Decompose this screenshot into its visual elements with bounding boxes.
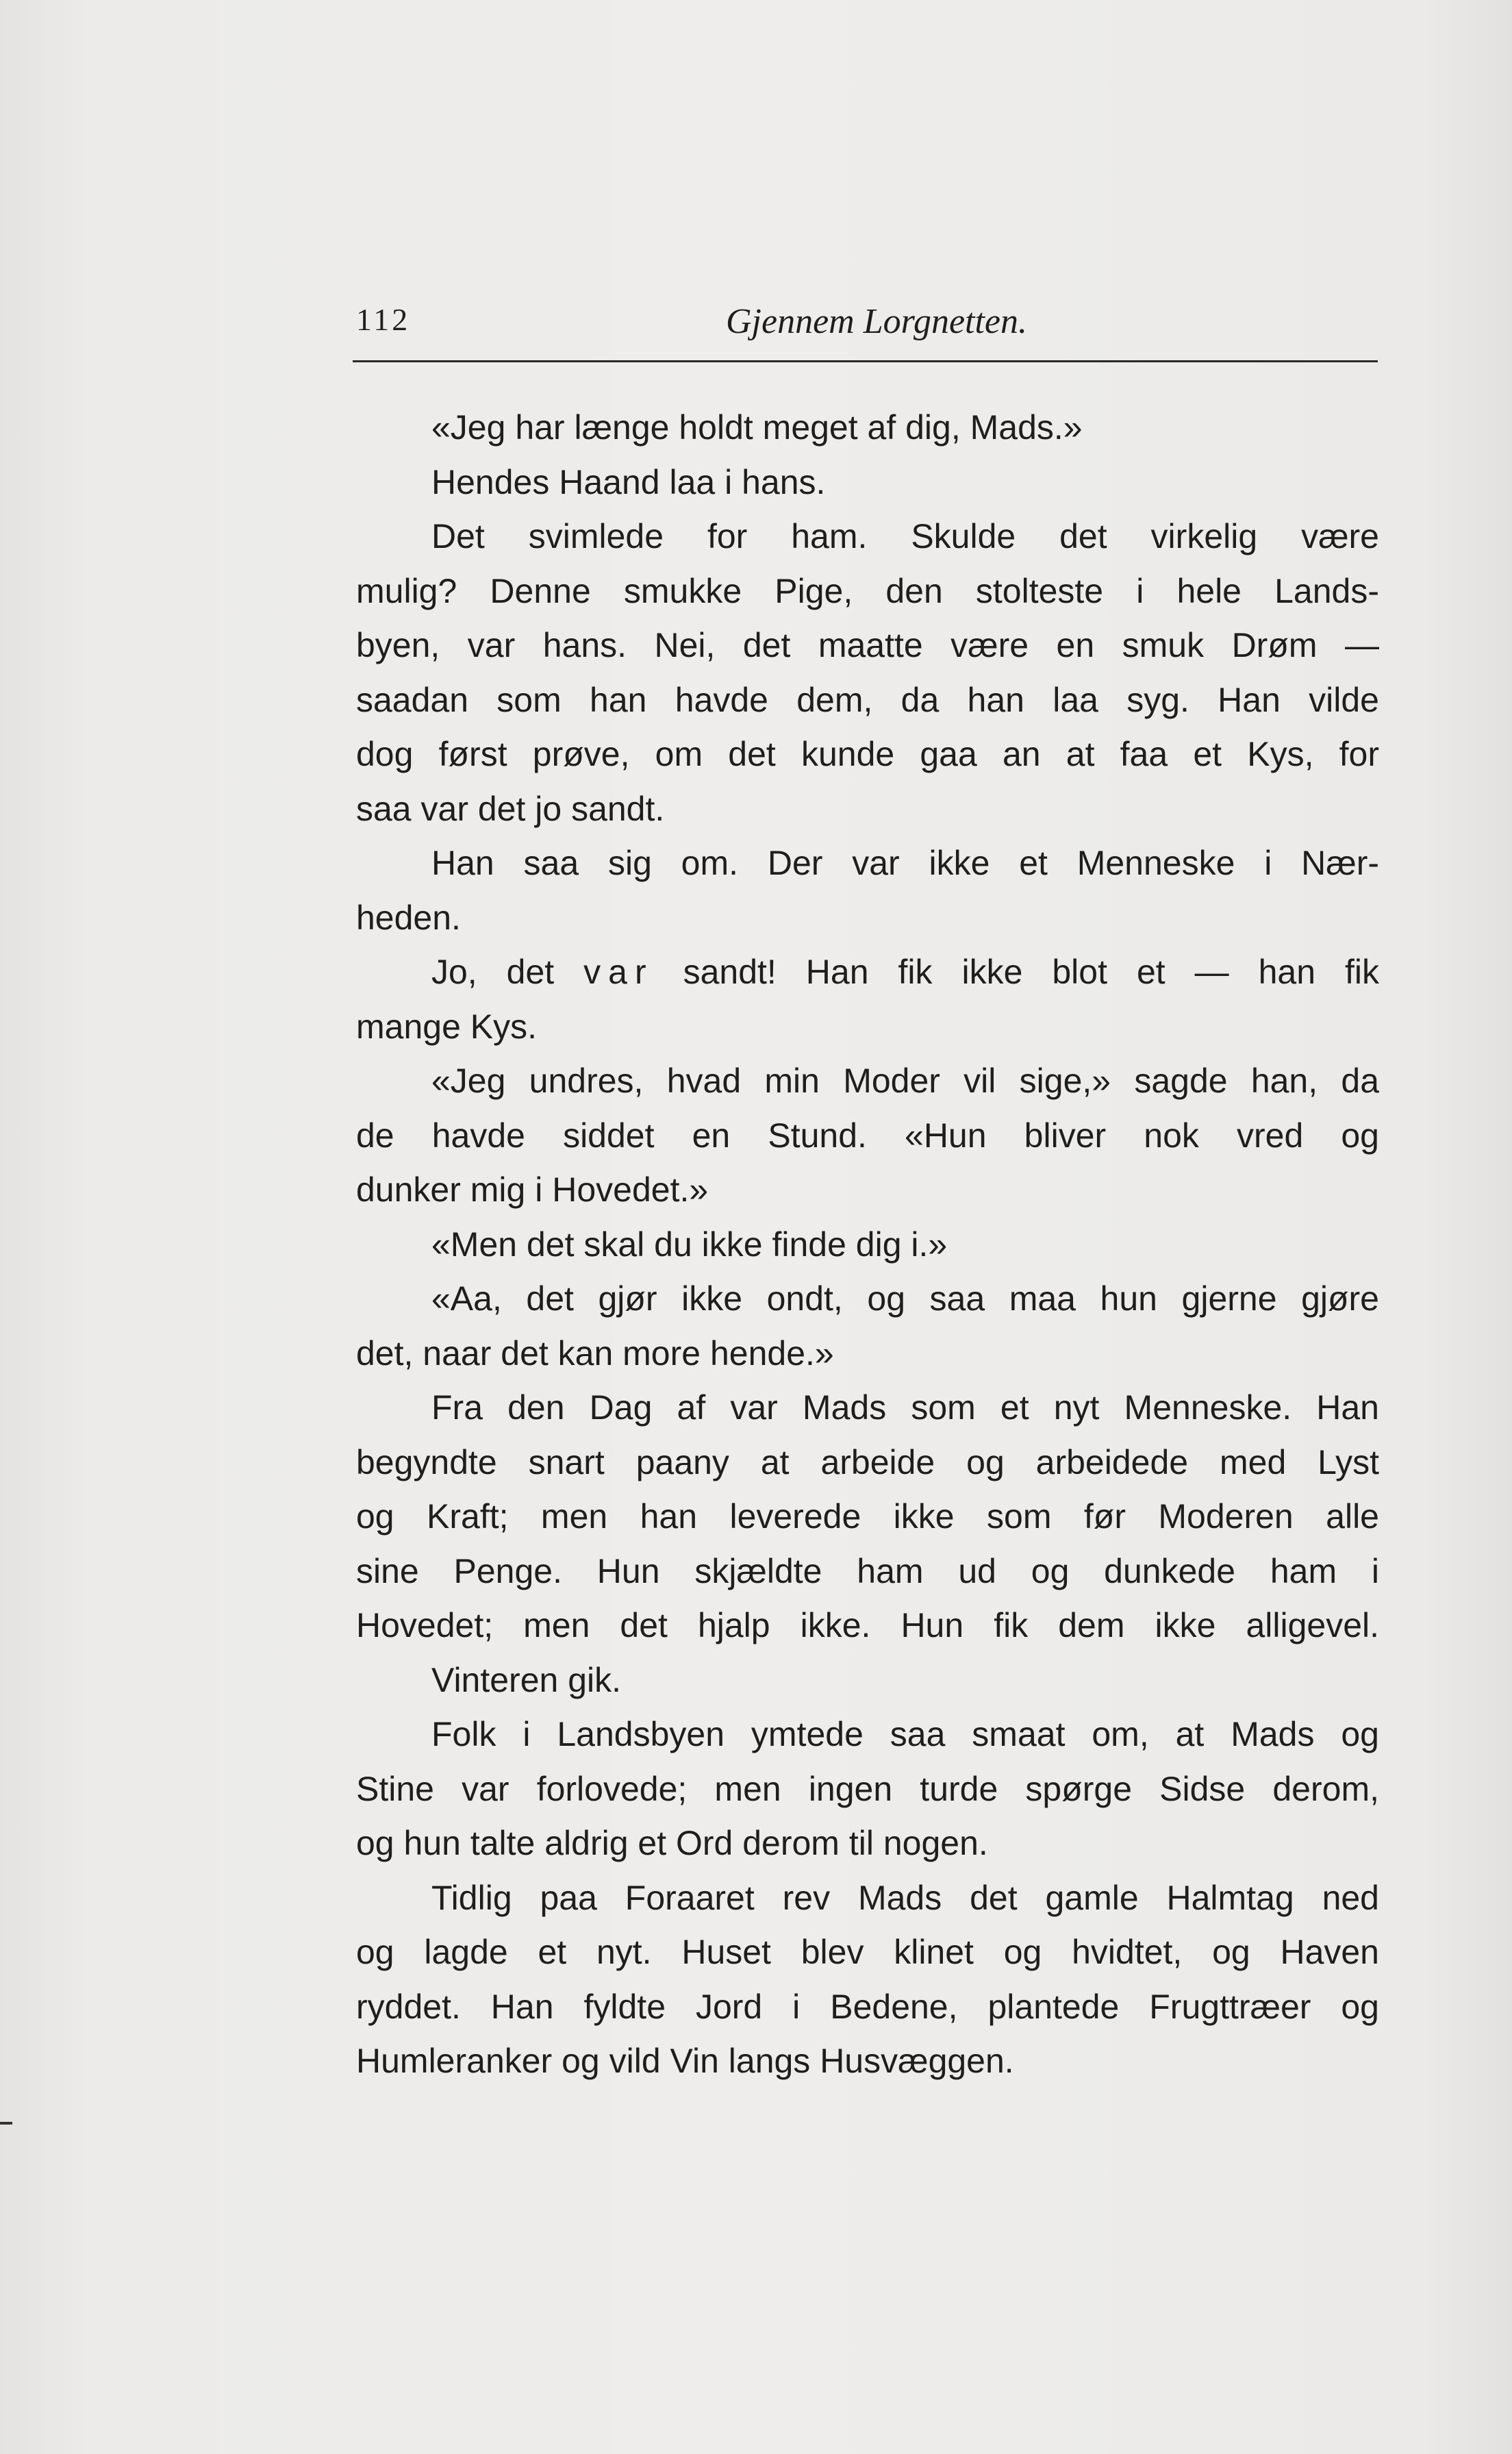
text-line: Fra den Dag af var Mads som et nyt Menneske. Han <box>431 1388 1379 1427</box>
text-line: og hun talte aldrig et Ord derom til nogen. <box>356 1824 988 1862</box>
text-line: mulig? Denne smukke Pige, den stolteste i hele Lands- <box>356 571 1379 610</box>
text-line: dunker mig i Hovedet.» <box>356 1170 709 1209</box>
text-line: «Jeg har længe holdt meget af dig, Mads.» <box>431 408 1083 447</box>
text-line: og lagde et nyt. Huset blev klinet og hvidtet, og Haven <box>356 1933 1379 1971</box>
text-line: sine Penge. Hun skjældte ham ud og dunkede ham i <box>356 1551 1379 1590</box>
text-line: Tidlig paa Foraaret rev Mads det gamle Halmtag ned <box>431 1878 1379 1917</box>
text-line: byen, var hans. Nei, det maatte være en smuk Drøm — <box>356 626 1379 664</box>
page-number: 112 <box>356 302 411 337</box>
text-line <box>356 945 1379 1000</box>
text-line: Hendes Haand laa i hans. <box>431 462 826 501</box>
text-line: heden. <box>356 898 461 937</box>
text-line: Hovedet; men det hjalp ikke. Hun fik dem ikke alligevel. <box>356 1606 1379 1644</box>
text-segment: sandt! Han fik ikke blot et — han fik <box>653 953 1379 991</box>
text-line: begyndte snart paany at arbeide og arbeidede med Lyst <box>356 1442 1379 1481</box>
body-text <box>356 401 1379 2089</box>
text-line: de havde siddet en Stund. «Hun bliver nok vred og <box>356 1116 1379 1155</box>
text-line: Humleranker og vild Vin langs Husvæggen. <box>356 2042 1014 2080</box>
text-line: det, naar det kan more hende.» <box>356 1334 834 1373</box>
text-line: dog først prøve, om det kunde gaa an at faa et Kys, for <box>356 735 1379 773</box>
text-line: saa var det jo sandt. <box>356 789 665 828</box>
text-line: Stine var forlovede; men ingen turde spørge Sidse derom, <box>356 1769 1379 1808</box>
text-segment: Jo, det <box>431 953 584 991</box>
header-rule <box>353 360 1378 362</box>
text-line: Han saa sig om. Der var ikke et Menneske i Nær- <box>431 844 1379 882</box>
text-line: «Men det skal du ikke finde dig i.» <box>431 1225 948 1264</box>
running-title: Gjennem Lorgnetten. <box>726 302 1027 341</box>
text-line: mange Kys. <box>356 1007 538 1046</box>
text-line: saadan som han havde dem, da han laa syg. Han vilde <box>356 680 1379 719</box>
text-line: «Aa, det gjør ikke ondt, og saa maa hun gjerne gjøre <box>431 1279 1379 1318</box>
text-line: Folk i Landsbyen ymtede saa smaat om, at Mads og <box>431 1715 1379 1753</box>
text-line: Det svimlede for ham. Skulde det virkelig være <box>431 517 1379 555</box>
page-header <box>356 301 1378 342</box>
spaced-emphasis: var <box>583 953 654 991</box>
text-line: og Kraft; men han leverede ikke som før Moderen alle <box>356 1497 1379 1536</box>
text-line: «Jeg undres, hvad min Moder vil sige,» sagde han, da <box>431 1062 1379 1100</box>
text-line: ryddet. Han fyldte Jord i Bedene, plantede Frugttræer og <box>356 1987 1379 2026</box>
text-line: Vinteren gik. <box>431 1660 622 1699</box>
margin-mark <box>0 2122 12 2125</box>
